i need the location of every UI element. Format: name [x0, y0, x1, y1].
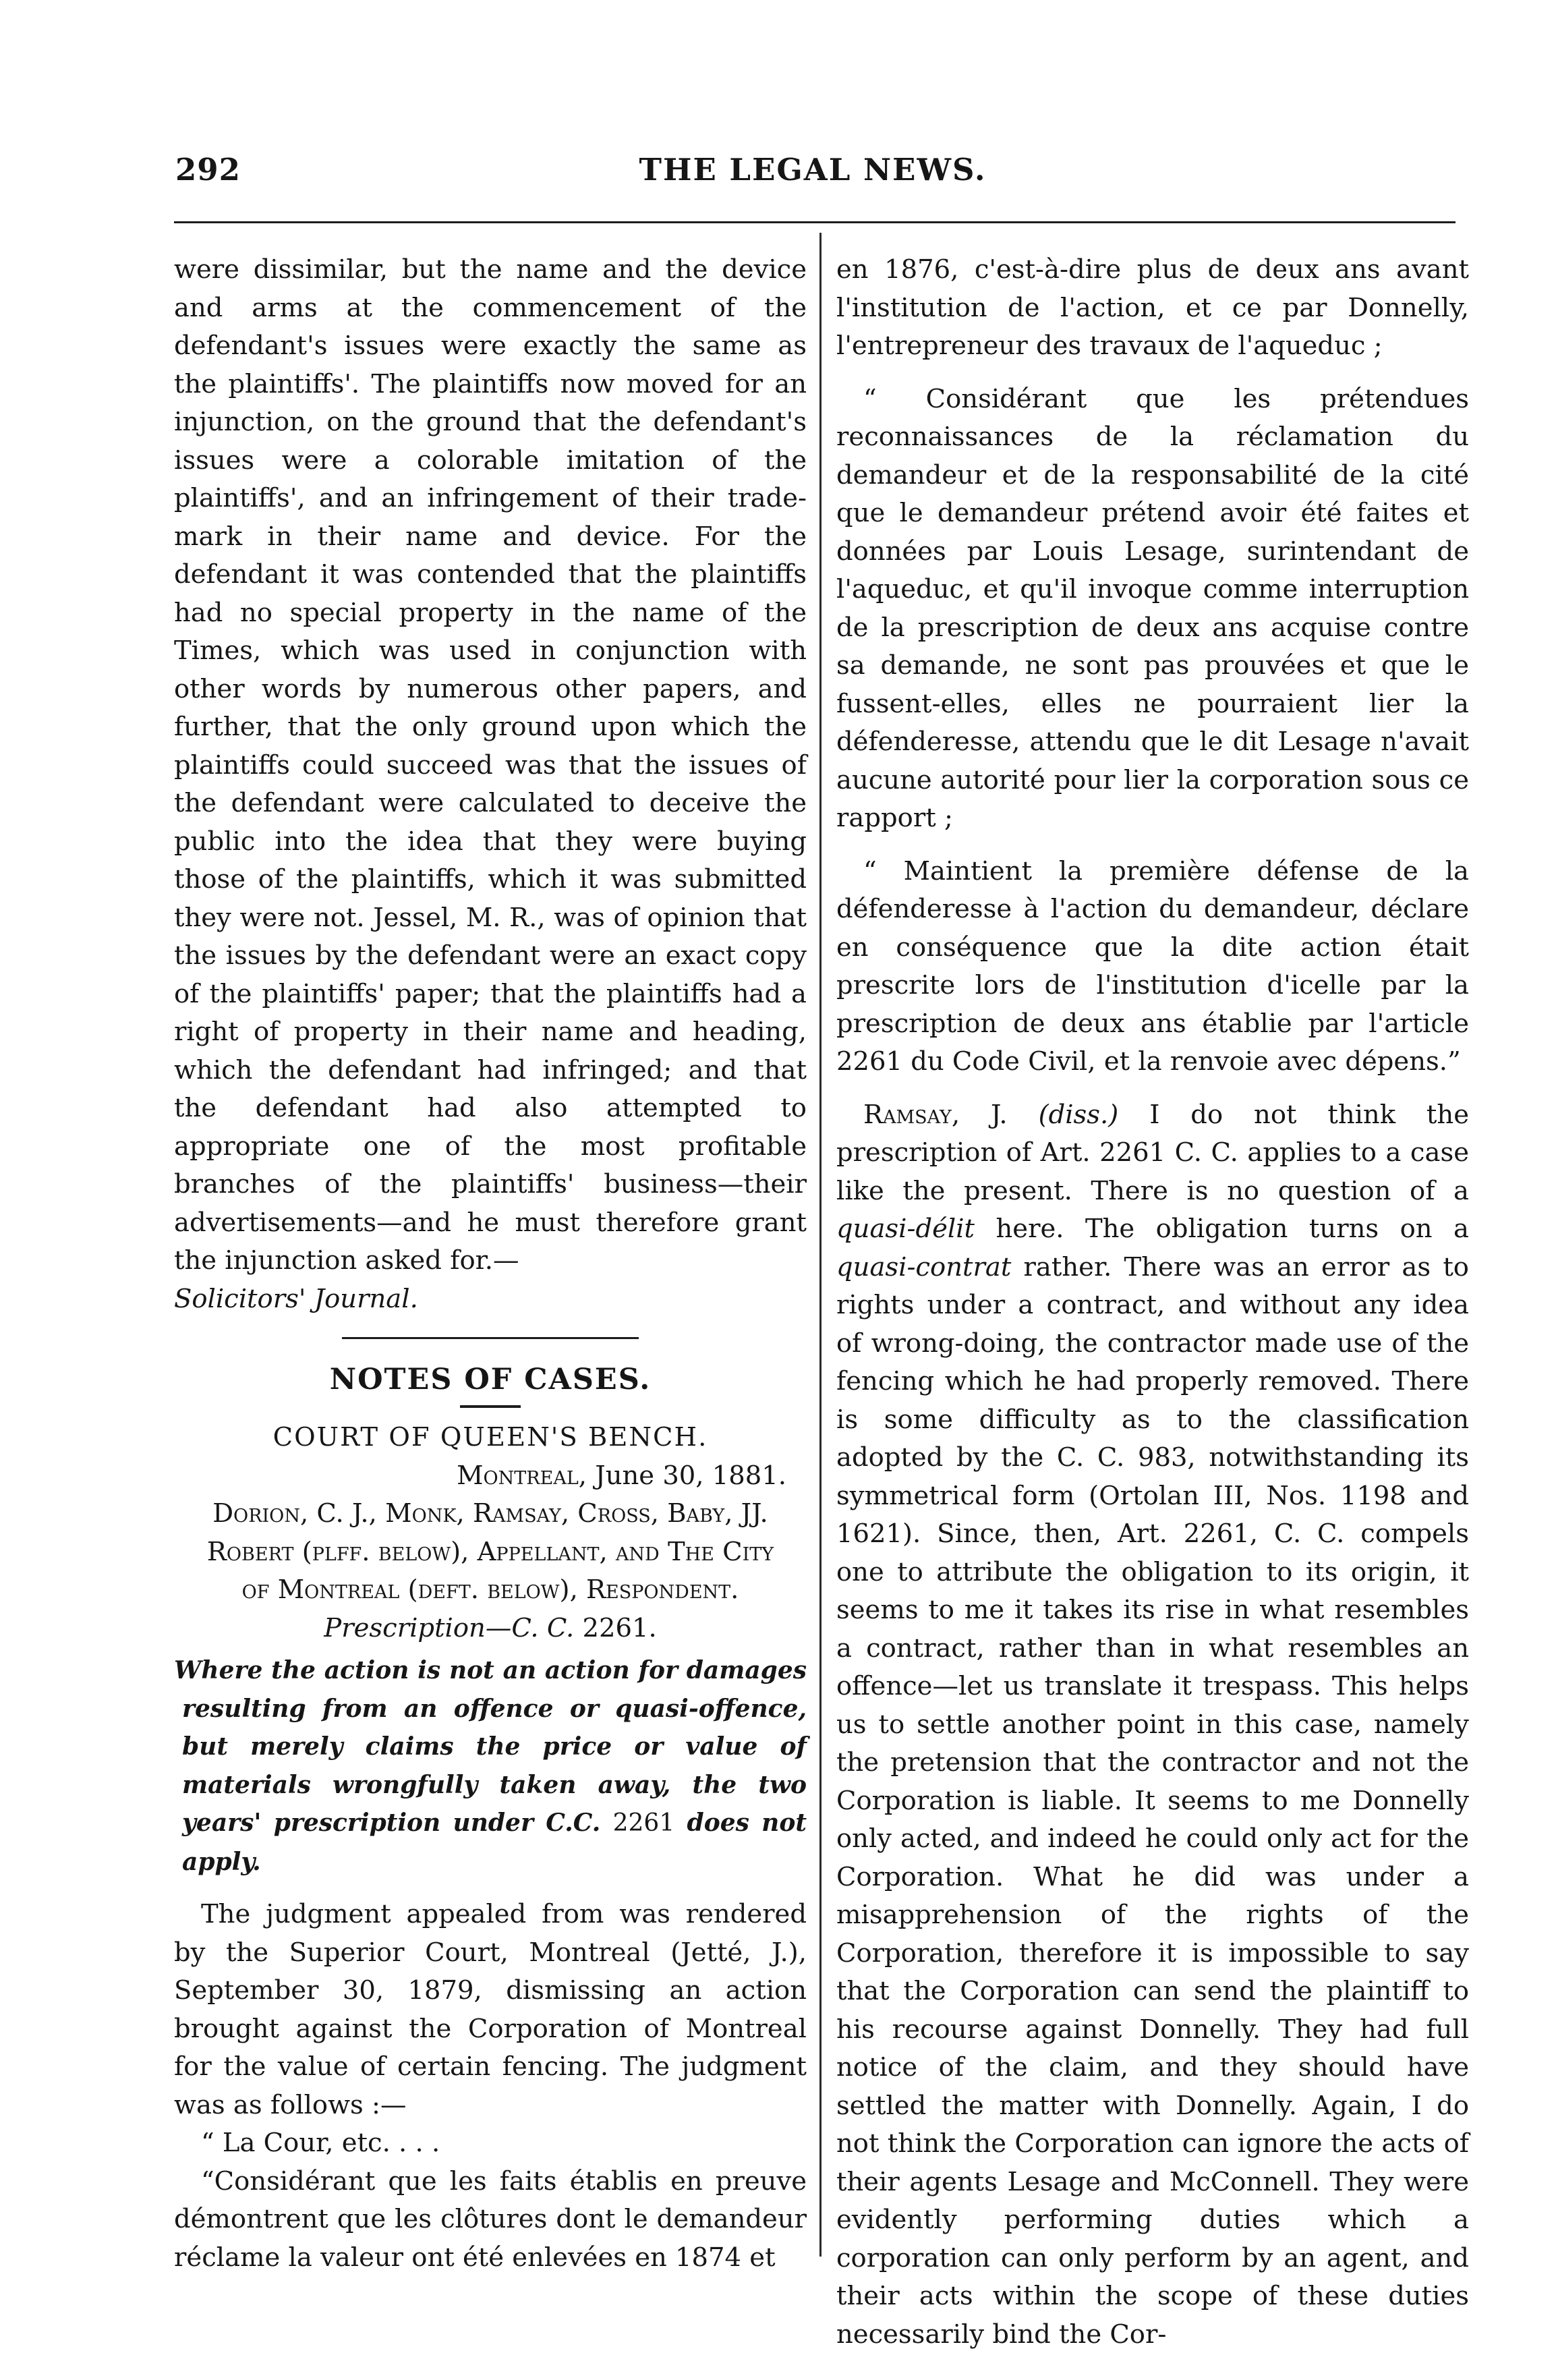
column-divider: [819, 233, 822, 2257]
judges-line: Dorion, C. J., Monk, Ramsay, Cross, Baby, JJ.: [212, 1498, 768, 1529]
quote-maintient: “ Maintient la première défense de la défenderesse à l'action du demandeur, déclare en conséquence que la dite action était prescrite lors de l'institution d'icelle par la prescription de deux ans établie par l'article 2261 du Code Civil, et la renvoie avec dépens.”: [836, 855, 1469, 1077]
case-subject: Prescription—C. C. 2261.: [324, 1612, 657, 1643]
quote-la-cour: “ La Cour, etc. . . .: [201, 2128, 440, 2158]
parties-line-1: Robert (plff. below), Appellant, and The City: [206, 1536, 774, 1567]
header-rule: [174, 221, 1456, 223]
headnote: Where the action is not an action for damages resulting from an offence or quasi-offence, but merely claims the price or value of materials wrongfully taken away, the two years' prescription under C.C. 2261 does not apply.: [174, 1656, 807, 1876]
court-heading: COURT OF QUEEN'S BENCH.: [272, 1422, 708, 1452]
quote-considerant-2: “ Considérant que les prétendues reconnaissances de la réclamation du demandeur et de la responsabilité de la cité que le demandeur prétend avoir été faites et données par Louis Lesage, surintendant de l'aqueduc, et qu'il invoque comme interruption de la prescription de deux ans acquise contre sa demande, ne sont pas prouvées et que le fussent-elles, elles ne pourraient lier la défenderesse, attendu que le dit Lesage n'avait aucune autorité pour lier la corporation sous ce rapport ;: [836, 383, 1469, 833]
parties-line-2: of Montreal (deft. below), Respondent.: [241, 1575, 739, 1605]
page-header: [175, 152, 1450, 199]
quote-considerant: “Considérant que les faits établis en preuve démontrent que les clôtures dont le demandeur réclame la valeur ont été enlevées en 1874 et: [174, 2165, 807, 2273]
title-underline: [460, 1405, 521, 1408]
paragraph-continued: were dissimilar, but the name and the device and arms at the commencement of the defendant's issues were exactly the same as the plaintiffs'. The plaintiffs now moved for an injunction, on the ground that the defendant's issues were a colorable imitation of the plaintiffs', and an infringement of their trade-mark in their name and device. For the defendant it was contended that the plaintiffs had no special property in the name of the Times, which was used in conjunction with other words by numerous other papers, and further, that the only ground upon which the plaintiffs could succeed was that the issues of the defendant were calculated to deceive the public into the idea that they were buying those of the plaintiffs, which it was submitted they were not. Jessel, M. R., was of opinion that the issues by the defendant were an exact copy of the plaintiffs' paper; that the plaintiffs had a right of property in their name and heading, which the defendant had infringed; and that the defendant had also attempted to appropriate one of the most profitable branches of the plaintiffs' business—their advertisements—and he must therefore grant the injunction asked for.— Solicitors' Journal.: [174, 254, 807, 1314]
page-number: 292: [175, 152, 241, 188]
ramsay-opinion: Ramsay, J. (diss.) I do not think the prescription of Art. 2261 C. C. applies to a case like the present. There is no question of a quasi-délit here. The obligation turns on a quasi-contrat rather. There was an error as to rights under a contract, and without any idea of wrong-doing, the contractor made use of the fencing which he had properly removed. There is some difficulty as to the classification adopted by the C. C. 983, notwithstanding its symmetrical form (Ortolan III, Nos. 1198 and 1621). Since, then, Art. 2261, C. C. compels one to attribute the obligation to its origin, it seems to me it takes its rise in what resembles a contract, rather than in what resembles an offence—let us translate it trespass. This helps us to settle another point in this case, namely the pretension that the contractor and not the Corporation is liable. It seems to me Donnelly only acted, and indeed he could only act for the Corporation. What he did was under a misapprehension of the rights of the Corporation, therefore it is impossible to say that the Corporation can send the plaintiff to his recourse against Donnelly. They had full notice of the claim, and they should have settled the matter with Donnelly. Again, I do not think the Corporation can ignore the acts of their agents Lesage and McConnell. They were evidently performing duties which a corporation can only perform by an agent, and their acts within the scope of these duties necessarily bind the Cor-: [836, 1099, 1469, 2350]
section-title: NOTES OF CASES.: [329, 1363, 652, 1396]
quote-continued: en 1876, c'est-à-dire plus de deux ans avant l'institution de l'action, et ce par Donnelly, l'entrepreneur des travaux de l'aqueduc ;: [836, 254, 1469, 361]
section-divider: [342, 1337, 639, 1339]
judgment-intro: The judgment appealed from was rendered by the Superior Court, Montreal (Jetté, J.), September 30, 1879, dismissing an action brought against the Corporation of Montreal for the value of certain fencing. The judgment was as follows :—: [174, 1899, 807, 2120]
source-citation: Solicitors' Journal.: [174, 1283, 418, 1314]
running-title: THE LEGAL NEWS.: [639, 152, 987, 188]
left-column: [174, 251, 807, 2277]
case-dateline: Montreal, June 30, 1881.: [457, 1460, 786, 1491]
right-column: [836, 251, 1469, 2354]
